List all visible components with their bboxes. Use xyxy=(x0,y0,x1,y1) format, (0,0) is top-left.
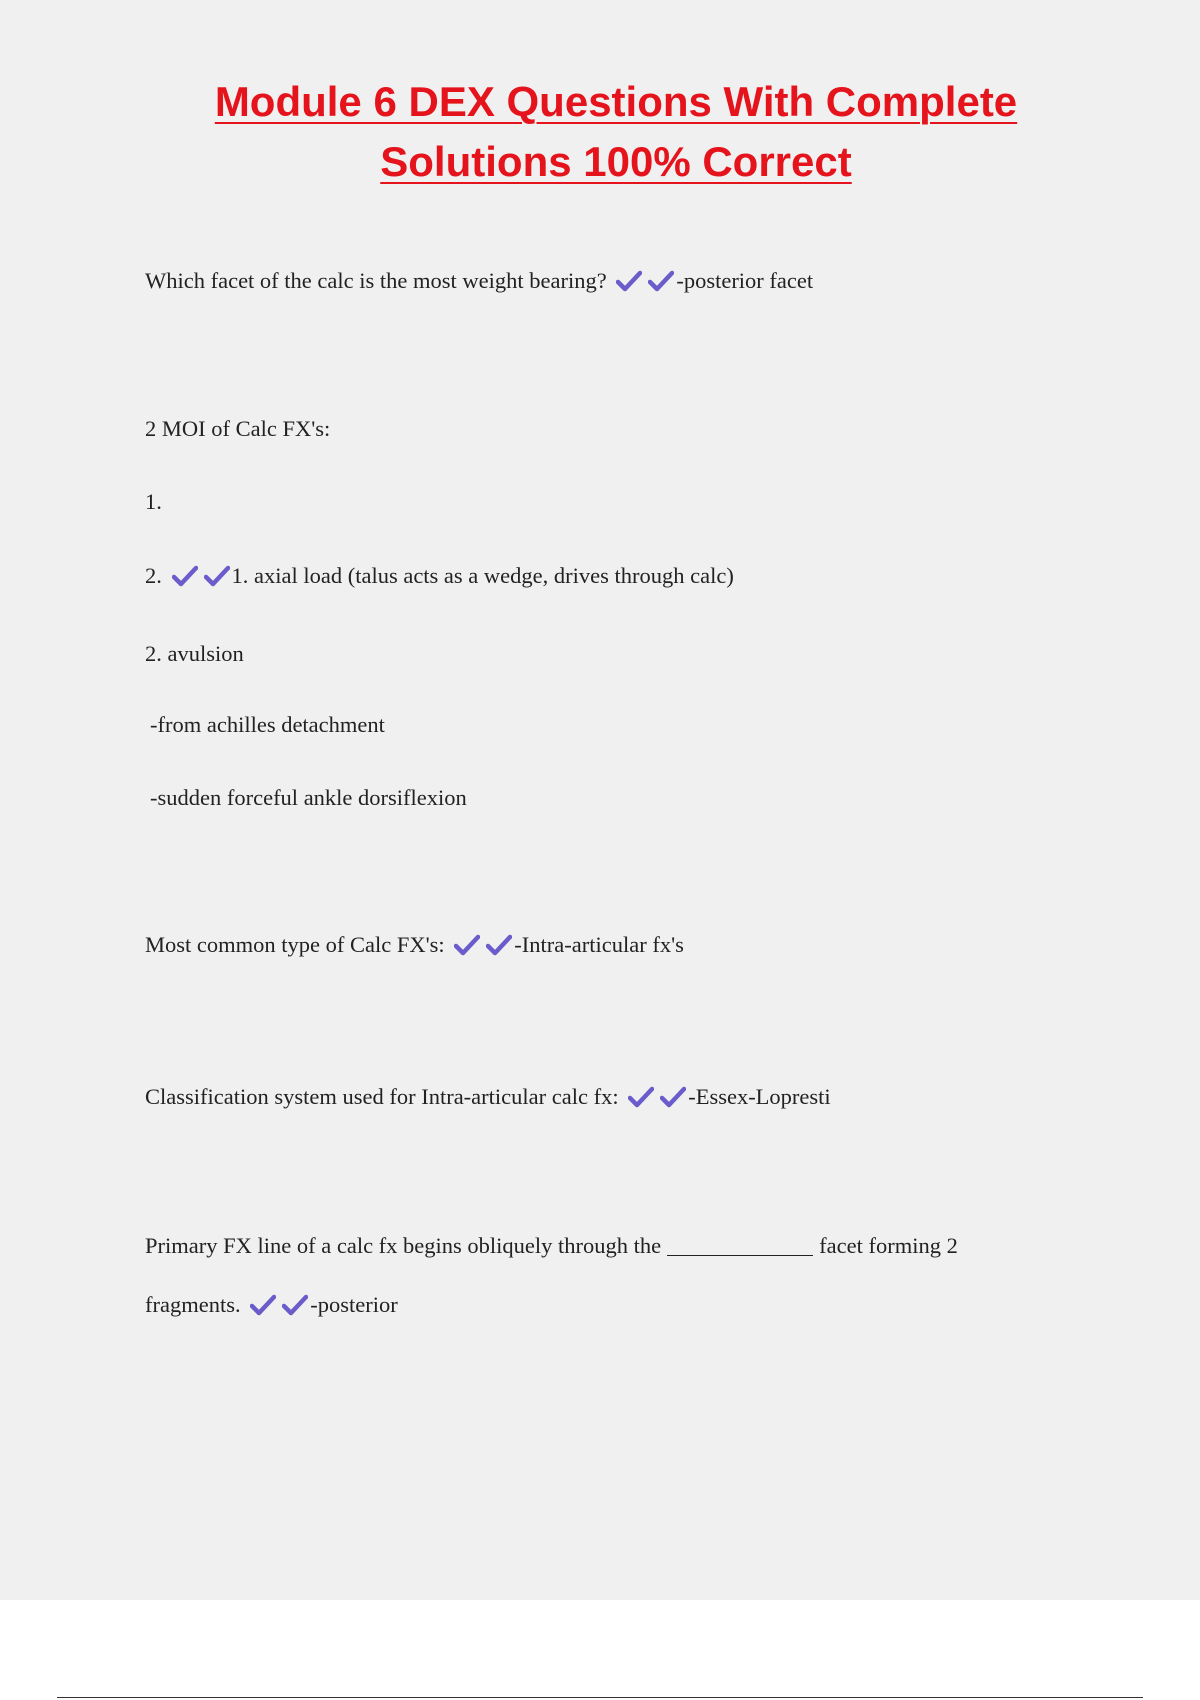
question-text: Which facet of the calc is the most weight bearing? xyxy=(145,268,607,293)
footer-divider xyxy=(57,1697,1143,1698)
answer-text: -Essex-Lopresti xyxy=(688,1084,831,1109)
check-icon xyxy=(172,565,198,587)
check-icon xyxy=(454,934,480,956)
check-icon xyxy=(628,1086,654,1108)
answer-text: 1. axial load (talus acts as a wedge, drives through calc) xyxy=(231,563,734,588)
question-text-continued: facet forming 2 xyxy=(819,1233,958,1258)
question-text-end: fragments. xyxy=(145,1292,241,1317)
check-icon xyxy=(282,1294,308,1316)
answer-line-4: -sudden forceful ankle dorsiflexion xyxy=(150,785,467,810)
document-title xyxy=(0,72,1200,192)
answer-line-3: -from achilles detachment xyxy=(150,712,385,737)
question-list-item-1: 1. xyxy=(145,489,162,514)
check-icon xyxy=(616,270,642,292)
qa-item-5-line-1 xyxy=(145,1231,958,1261)
check-icon xyxy=(648,270,674,292)
question-text: Most common type of Calc FX's: xyxy=(145,932,445,957)
title-line-2: Solutions 100% Correct xyxy=(380,138,852,185)
qa-item-2 xyxy=(145,561,734,591)
check-icon xyxy=(204,565,230,587)
question-heading: 2 MOI of Calc FX's: xyxy=(145,416,331,441)
question-text: Classification system used for Intra-articular calc fx: xyxy=(145,1084,619,1109)
qa-item-3 xyxy=(145,930,684,960)
qa-item-4 xyxy=(145,1082,831,1112)
qa-item-1 xyxy=(145,266,813,296)
fill-in-blank xyxy=(667,1233,813,1256)
answer-line-2: 2. avulsion xyxy=(145,641,244,666)
answer-text: -posterior xyxy=(310,1292,398,1317)
question-text: Primary FX line of a calc fx begins obliquely through the xyxy=(145,1233,662,1258)
question-list-item-2: 2. xyxy=(145,563,162,588)
qa-item-5-line-2 xyxy=(145,1290,398,1320)
answer-text: -Intra-articular fx's xyxy=(514,932,684,957)
check-icon xyxy=(250,1294,276,1316)
check-icon xyxy=(486,934,512,956)
check-icon xyxy=(660,1086,686,1108)
answer-text: -posterior facet xyxy=(676,268,814,293)
title-line-1: Module 6 DEX Questions With Complete xyxy=(214,78,1018,125)
